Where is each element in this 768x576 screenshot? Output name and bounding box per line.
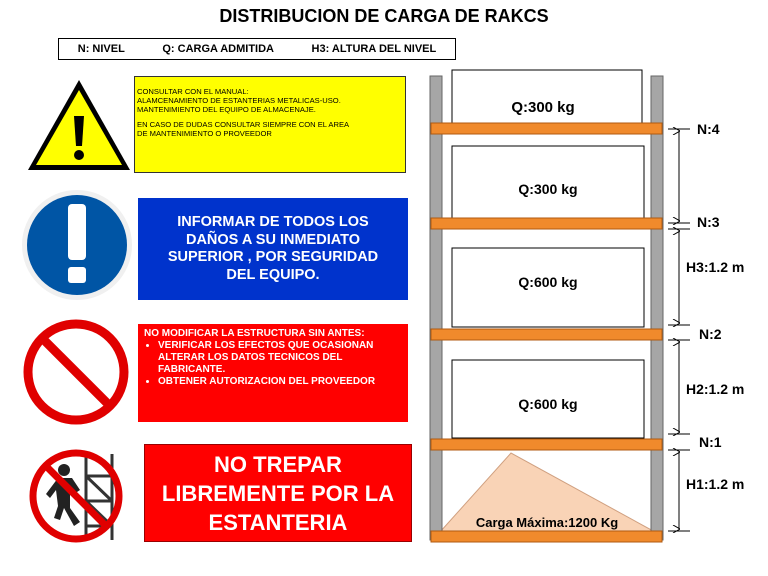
rack-beam: [431, 439, 662, 450]
load-label: Q:600 kg: [518, 274, 578, 290]
no-climbing-line: NO TREPAR: [214, 451, 342, 477]
manual-notice-line: MANTENIMIENTO DEL EQUIPO DE ALMACENAJE.: [137, 105, 316, 114]
manual-notice-line: DE MANTENIMIENTO O PROVEEDOR: [137, 129, 272, 138]
load-box: [452, 70, 642, 125]
base-load-label: Carga Máxima:1200 Kg: [475, 515, 619, 530]
manual-notice-line: ALAMCENAMIENTO DE ESTANTERIAS METALICAS-USO.: [137, 96, 341, 105]
no-climbing-line: LIBREMENTE POR LA: [161, 480, 395, 506]
rack-post-right: [651, 76, 663, 540]
rack-beam: [431, 123, 662, 134]
report-damage-line: SUPERIOR , POR SEGURIDAD: [167, 249, 379, 265]
no-modify-heading: NO MODIFICAR LA ESTRUCTURA SIN ANTES:: [144, 328, 365, 339]
report-damage-line: INFORMAR DE TODOS LOS: [177, 214, 369, 230]
legend-altura: H3: ALTURA DEL NIVEL: [311, 43, 437, 55]
report-damage-line: DAÑOS A SU INMEDIATO: [185, 231, 360, 248]
level-label: N:1: [699, 434, 722, 450]
level-label: N:3: [697, 214, 720, 230]
height-label: H2:1.2 m: [686, 381, 745, 397]
load-label: Q:600 kg: [518, 396, 578, 412]
no-modify-item: • VERIFICAR LOS EFECTOS QUE OCASIONAN ALTERAR LOS DATOS TECNICOS DEL FABRICANTE.: [158, 340, 402, 376]
report-damage-line: DEL EQUIPO.: [226, 266, 320, 283]
height-label: H3:1.2 m: [686, 259, 745, 275]
load-label: Q:300 kg: [518, 181, 578, 197]
rack-beam: [431, 218, 662, 229]
load-label: Q:300 kg: [511, 99, 575, 116]
no-climbing-line: ESTANTERIA: [208, 509, 348, 535]
legend-nivel: N: NIVEL: [77, 43, 125, 55]
rack-beam: [431, 531, 662, 542]
manual-notice-line: EN CASO DE DUDAS CONSULTAR SIEMPRE CON EL AREA: [137, 120, 350, 129]
height-label: H1:1.2 m: [686, 476, 745, 492]
level-label: N:2: [699, 326, 722, 342]
rack-beam: [431, 329, 662, 340]
no-modify-item: • OBTENER AUTORIZACION DEL PROVEEDOR: [158, 376, 402, 388]
level-label: N:4: [697, 121, 720, 137]
rack-post-left: [430, 76, 442, 540]
manual-notice-line: CONSULTAR CON EL MANUAL:: [137, 87, 249, 96]
legend-carga: Q: CARGA ADMITIDA: [162, 43, 274, 55]
page-title: DISTRIBUCION DE CARGA DE RAKCS: [219, 6, 549, 26]
